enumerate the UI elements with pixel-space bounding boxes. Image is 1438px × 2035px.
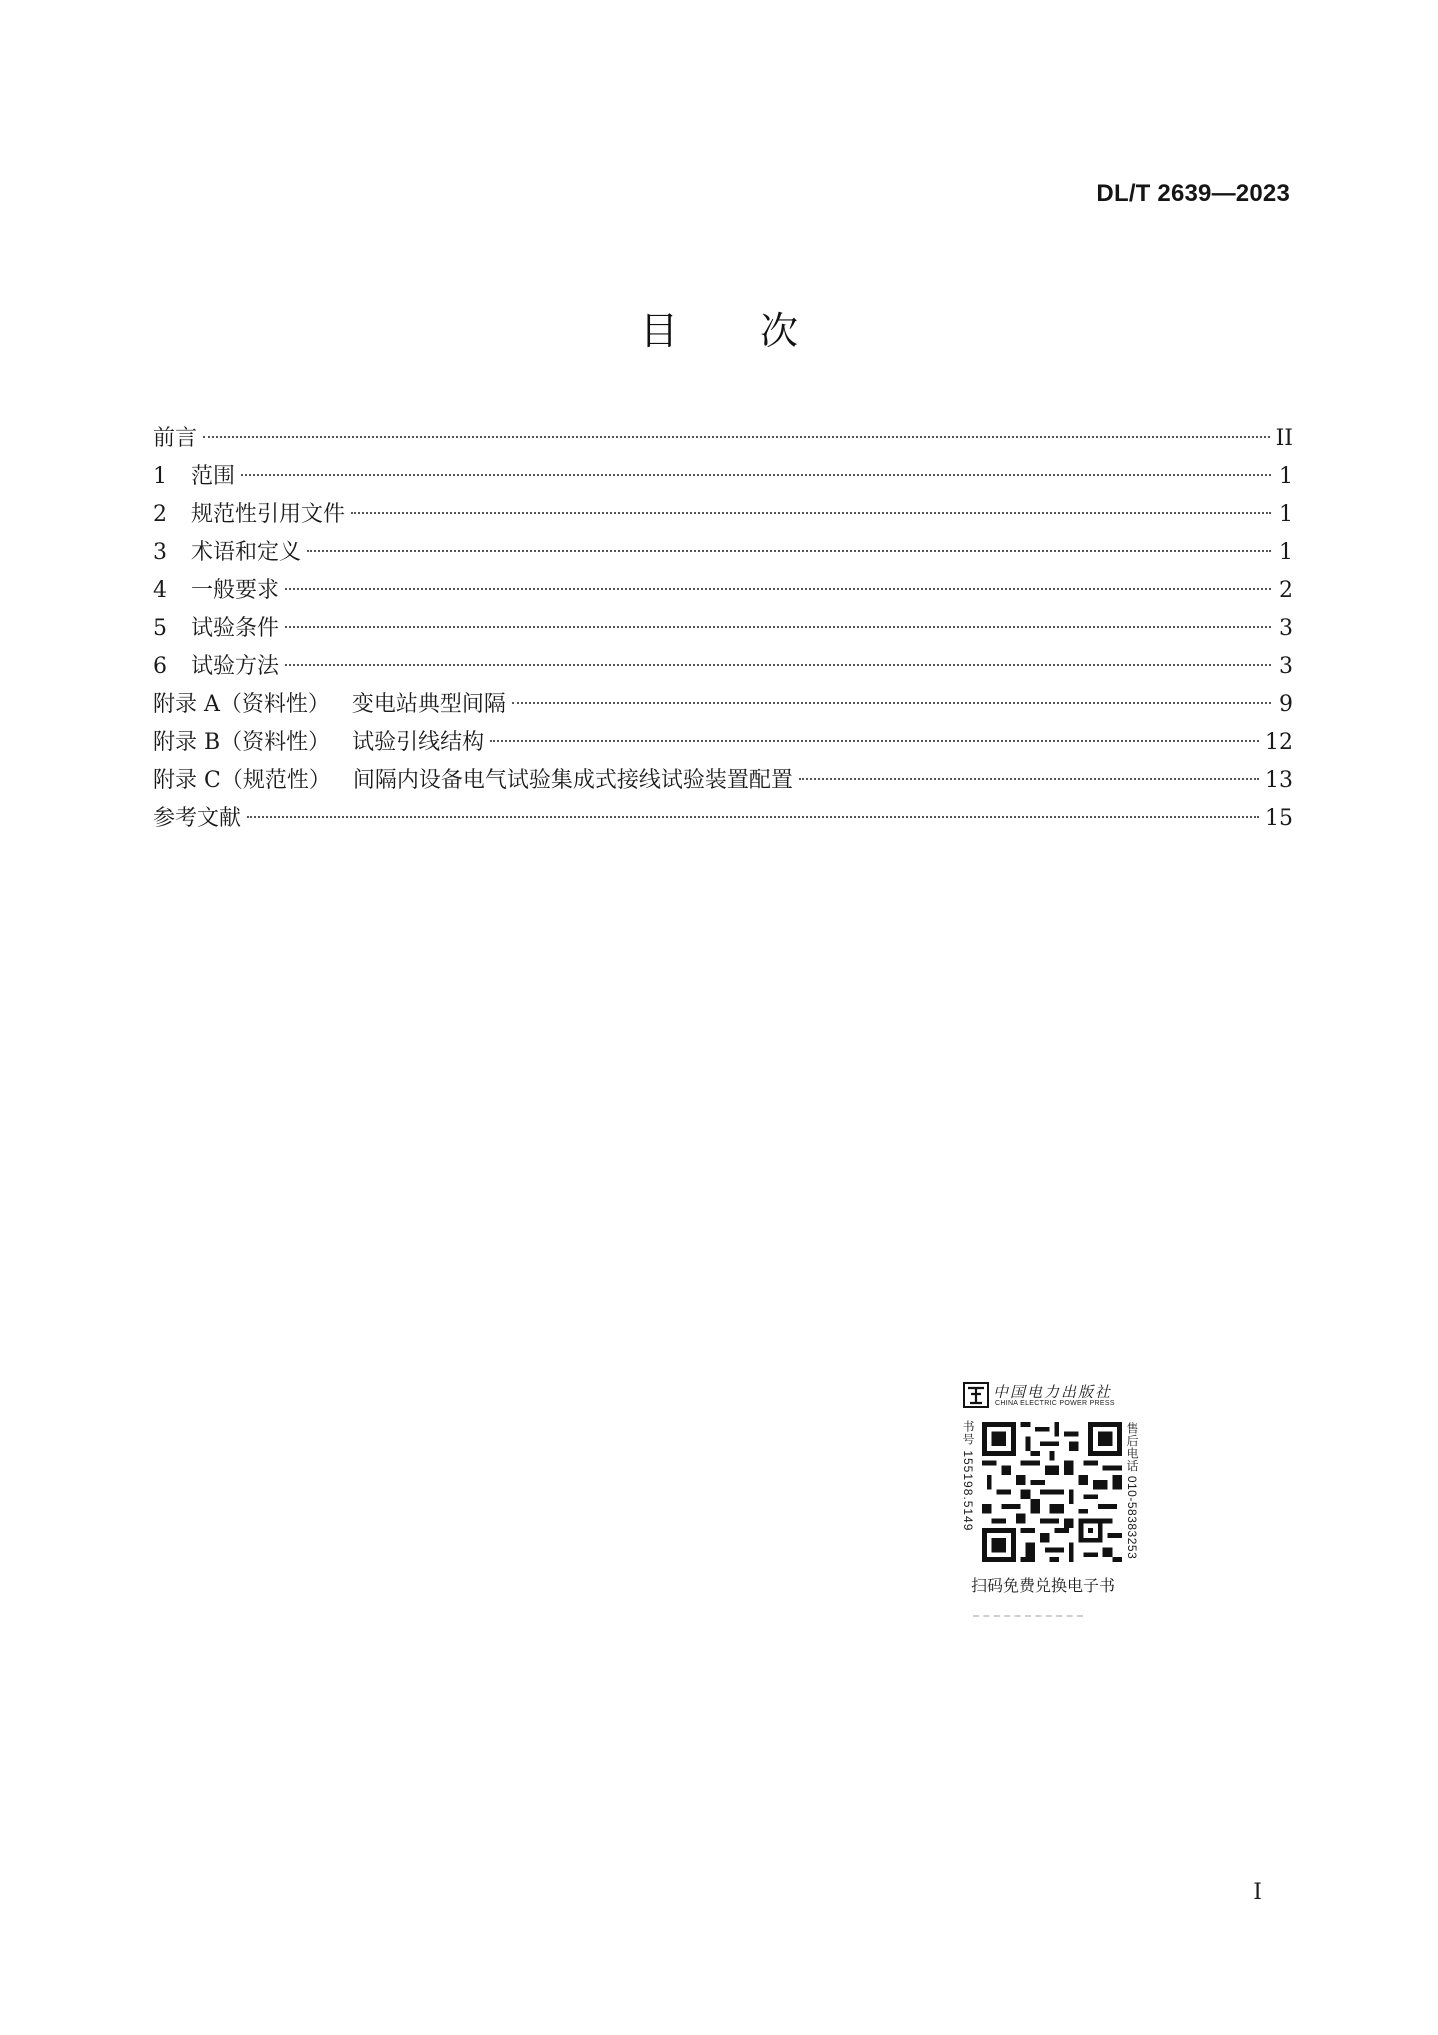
toc-leader — [799, 778, 1259, 780]
toc-label — [153, 724, 484, 762]
toc-label: 一般要求 — [191, 578, 280, 603]
table-of-contents — [153, 420, 1293, 838]
toc-entry-normative-references[interactable] — [153, 496, 1293, 534]
toc-page: 2 — [1279, 578, 1293, 603]
toc-leader — [285, 664, 1271, 666]
toc-page: 13 — [1265, 768, 1293, 793]
toc-entry-annex-c[interactable] — [153, 762, 1293, 800]
toc-entry-annex-b[interactable] — [153, 724, 1293, 762]
toc-number: 2 — [153, 502, 167, 527]
toc-label: 前言 — [153, 426, 198, 451]
annex-prefix: 附录 C（规范性） — [153, 768, 331, 793]
toc-leader — [285, 588, 1271, 590]
toc-page: 15 — [1265, 806, 1293, 831]
toc-label — [153, 686, 506, 724]
toc-number: 3 — [153, 540, 167, 565]
toc-leader — [285, 626, 1271, 628]
toc-leader — [203, 436, 1270, 438]
toc-entry-foreword[interactable] — [153, 420, 1293, 458]
toc-page: II — [1275, 426, 1293, 451]
toc-leader — [307, 550, 1271, 552]
annex-prefix: 附录 A（资料性） — [153, 692, 330, 717]
toc-label — [153, 762, 793, 800]
toc-label: 术语和定义 — [191, 540, 302, 565]
toc-number: 5 — [153, 616, 167, 641]
annex-title: 试验引线结构 — [352, 730, 485, 755]
toc-number: 4 — [153, 578, 167, 603]
toc-entry-general-requirements[interactable] — [153, 572, 1293, 610]
toc-page: 1 — [1279, 502, 1293, 527]
annex-prefix: 附录 B（资料性） — [153, 730, 331, 755]
page-number: I — [1253, 1880, 1262, 1905]
toc-leader — [247, 816, 1259, 818]
toc-label: 参考文献 — [153, 806, 242, 831]
toc-number: 6 — [153, 654, 167, 679]
toc-page: 1 — [1279, 464, 1293, 489]
scan-prompt: 扫码免费兑换电子书 — [971, 1576, 1116, 1595]
annex-title: 变电站典型间隔 — [351, 692, 506, 717]
toc-entry-terms-definitions[interactable] — [153, 534, 1293, 572]
qr-code-icon[interactable] — [982, 1422, 1122, 1562]
toc-label: 试验条件 — [191, 616, 280, 641]
toc-page: 1 — [1279, 540, 1293, 565]
toc-label: 规范性引用文件 — [191, 502, 346, 527]
toc-number: 1 — [153, 464, 167, 489]
publisher-qr-sticker — [955, 1380, 1145, 1630]
toc-entry-test-methods[interactable] — [153, 648, 1293, 686]
toc-leader — [490, 740, 1259, 742]
book-number: 书号 155198.5149 — [961, 1420, 975, 1532]
toc-entry-bibliography[interactable] — [153, 800, 1293, 838]
toc-page: 9 — [1279, 692, 1293, 717]
toc-page: 3 — [1279, 654, 1293, 679]
standard-code: DL/T 2639—2023 — [1096, 180, 1290, 207]
toc-entry-scope[interactable] — [153, 458, 1293, 496]
divider — [973, 1612, 1083, 1617]
toc-page: 12 — [1265, 730, 1293, 755]
toc-label: 范围 — [191, 464, 236, 489]
publisher-name: 中国电力出版社 — [993, 1383, 1113, 1401]
publisher-logo-icon — [963, 1382, 989, 1408]
toc-label: 试验方法 — [191, 654, 280, 679]
toc-entry-test-conditions[interactable] — [153, 610, 1293, 648]
toc-page: 3 — [1279, 616, 1293, 641]
toc-entry-annex-a[interactable] — [153, 686, 1293, 724]
annex-title: 间隔内设备电气试验集成式接线试验装置配置 — [352, 768, 793, 793]
service-phone: 售后电话 010-58383253 — [1125, 1422, 1139, 1560]
publisher-name-en: CHINA ELECTRIC POWER PRESS — [995, 1400, 1115, 1407]
toc-leader — [512, 702, 1271, 704]
page-title: 目次 — [639, 309, 880, 353]
toc-leader — [241, 474, 1271, 476]
toc-leader — [351, 512, 1271, 514]
